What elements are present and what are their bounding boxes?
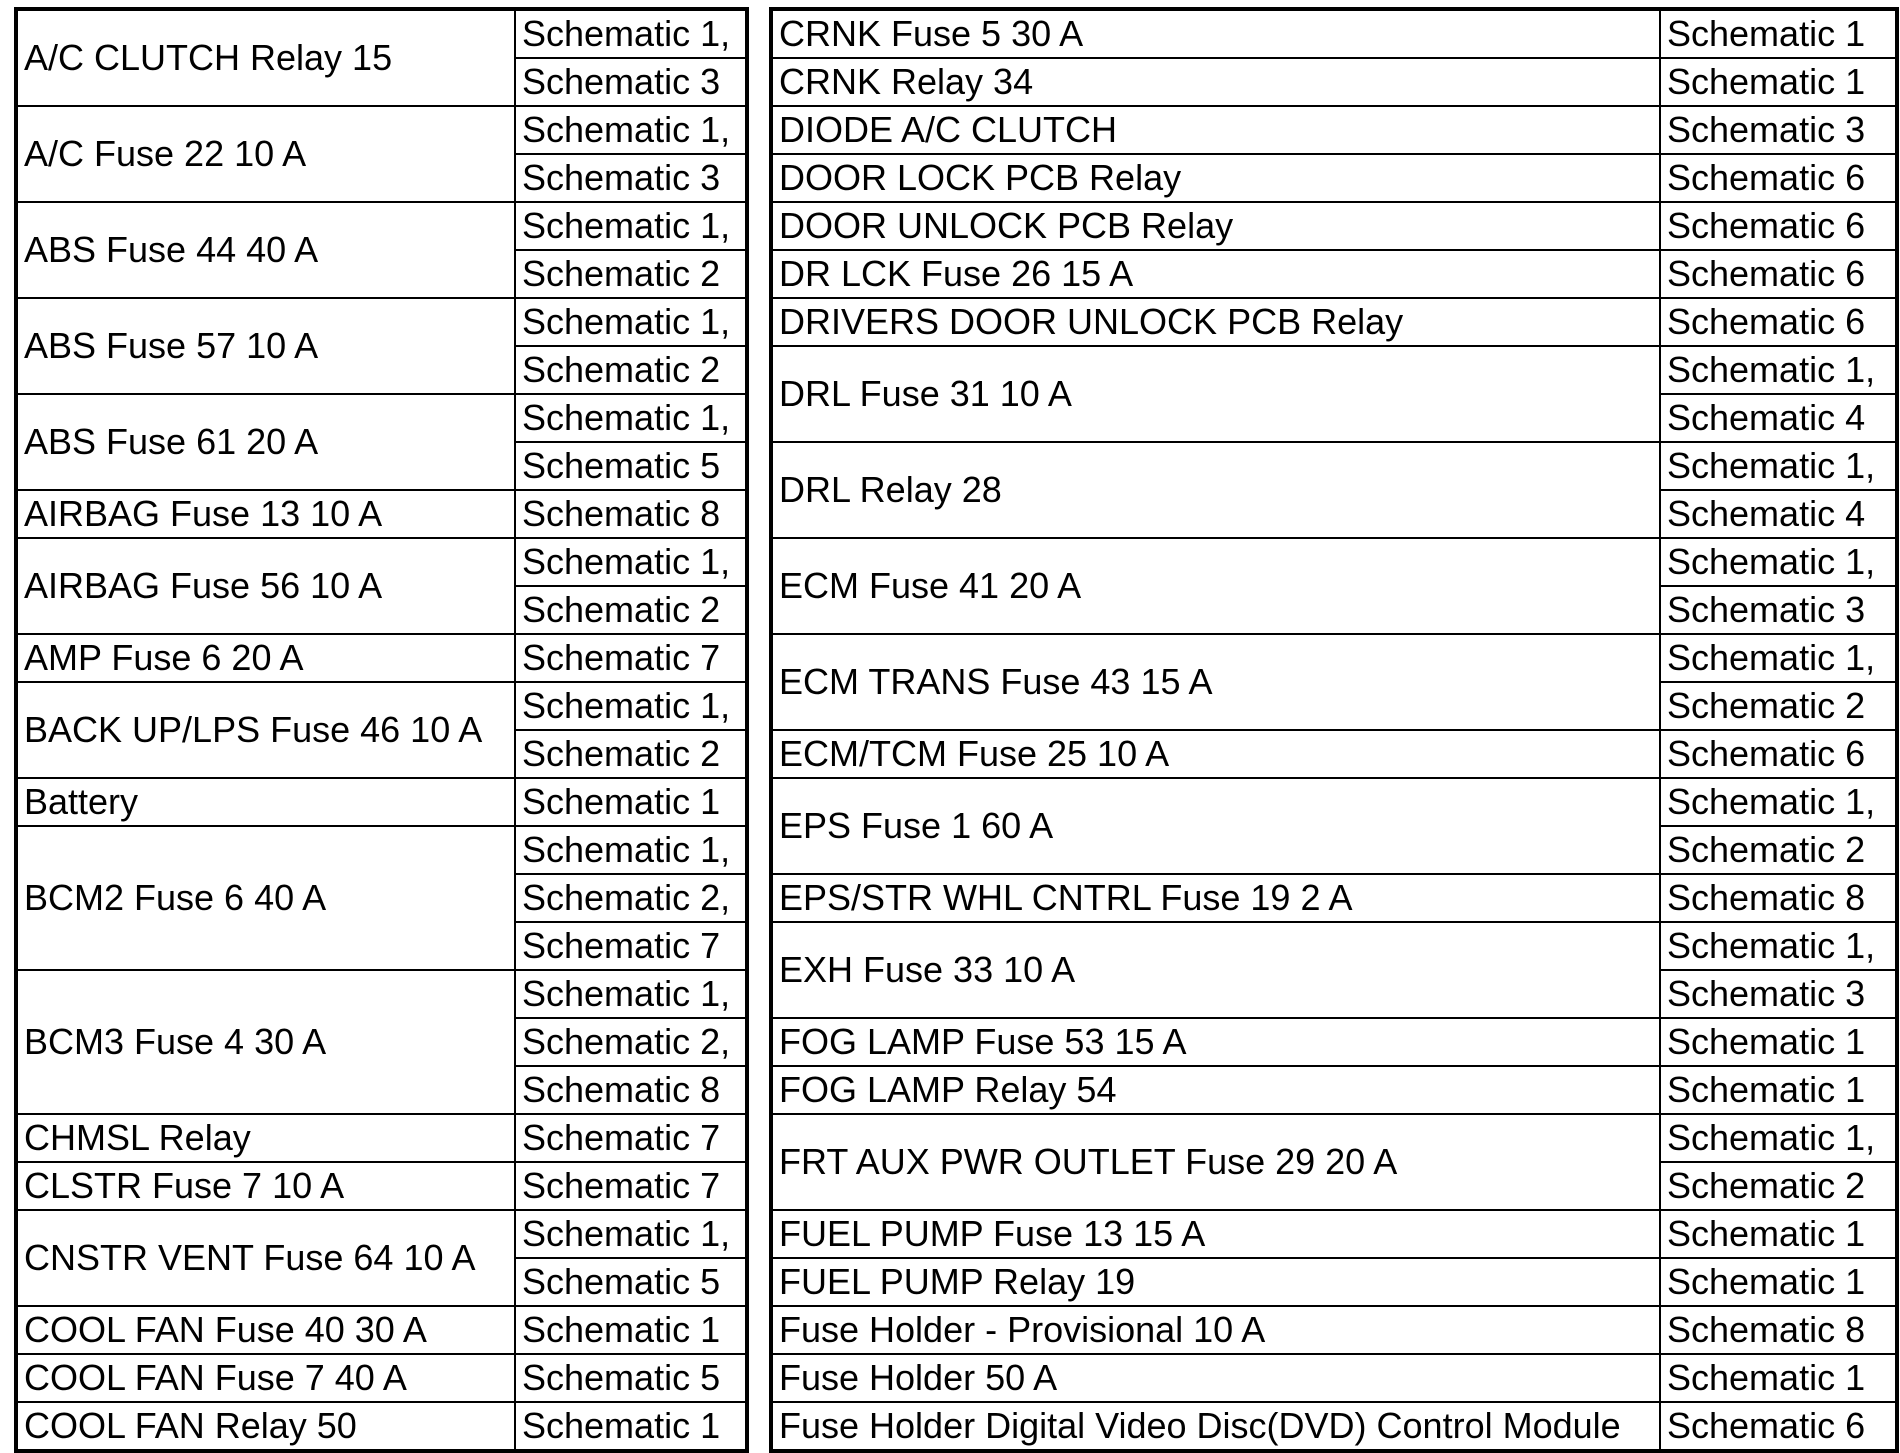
component-name: BCM2 Fuse 6 40 A <box>16 826 515 970</box>
component-name: A/C CLUTCH Relay 15 <box>16 9 515 106</box>
component-name: EPS/STR WHL CNTRL Fuse 19 2 A <box>771 874 1660 922</box>
index-row <box>16 202 747 250</box>
schematic-reference: Schematic 1, <box>515 1210 747 1258</box>
index-row <box>771 778 1897 826</box>
index-row <box>16 490 747 538</box>
schematic-reference: Schematic 5 <box>515 442 747 490</box>
index-row <box>771 1066 1897 1114</box>
right-index-table <box>769 7 1899 1453</box>
schematic-reference: Schematic 3 <box>515 154 747 202</box>
index-row <box>16 1114 747 1162</box>
schematic-reference: Schematic 1 <box>515 778 747 826</box>
schematic-reference: Schematic 5 <box>515 1258 747 1306</box>
schematic-reference: Schematic 1 <box>1660 9 1897 58</box>
index-row <box>771 1018 1897 1066</box>
index-row <box>771 298 1897 346</box>
component-name: CLSTR Fuse 7 10 A <box>16 1162 515 1210</box>
schematic-reference: Schematic 8 <box>515 490 747 538</box>
component-name: AIRBAG Fuse 13 10 A <box>16 490 515 538</box>
schematic-reference: Schematic 7 <box>515 922 747 970</box>
schematic-reference: Schematic 1, <box>515 9 747 58</box>
schematic-reference: Schematic 1, <box>1660 634 1897 682</box>
schematic-reference: Schematic 1, <box>515 394 747 442</box>
component-name: CRNK Relay 34 <box>771 58 1660 106</box>
index-row <box>771 154 1897 202</box>
index-row <box>771 1354 1897 1402</box>
schematic-reference: Schematic 6 <box>1660 250 1897 298</box>
index-row <box>771 538 1897 586</box>
index-row <box>16 778 747 826</box>
index-row <box>771 442 1897 490</box>
schematic-reference: Schematic 8 <box>515 1066 747 1114</box>
index-row <box>771 346 1897 394</box>
index-row <box>771 1114 1897 1162</box>
schematic-reference: Schematic 6 <box>1660 730 1897 778</box>
component-name: COOL FAN Fuse 7 40 A <box>16 1354 515 1402</box>
schematic-reference: Schematic 1, <box>1660 778 1897 826</box>
schematic-reference: Schematic 2 <box>515 586 747 634</box>
left-index-table <box>14 7 749 1453</box>
left-index-body <box>16 9 747 1451</box>
schematic-reference: Schematic 6 <box>1660 154 1897 202</box>
component-name: FUEL PUMP Fuse 13 15 A <box>771 1210 1660 1258</box>
component-name: ABS Fuse 61 20 A <box>16 394 515 490</box>
schematic-reference: Schematic 1 <box>1660 58 1897 106</box>
index-row <box>771 58 1897 106</box>
schematic-reference: Schematic 1, <box>1660 346 1897 394</box>
schematic-reference: Schematic 7 <box>515 1162 747 1210</box>
component-name: DIODE A/C CLUTCH <box>771 106 1660 154</box>
index-row <box>16 970 747 1018</box>
schematic-reference: Schematic 6 <box>1660 1402 1897 1451</box>
component-name: BCM3 Fuse 4 30 A <box>16 970 515 1114</box>
right-index-body <box>771 9 1897 1451</box>
index-row <box>16 1210 747 1258</box>
schematic-reference: Schematic 2 <box>515 346 747 394</box>
index-row <box>16 106 747 154</box>
component-name: DR LCK Fuse 26 15 A <box>771 250 1660 298</box>
index-row <box>771 1306 1897 1354</box>
schematic-reference: Schematic 1, <box>1660 1114 1897 1162</box>
index-row <box>16 1162 747 1210</box>
index-row <box>16 394 747 442</box>
schematic-reference: Schematic 2 <box>515 250 747 298</box>
index-row <box>771 922 1897 970</box>
index-row <box>16 682 747 730</box>
schematic-reference: Schematic 3 <box>1660 970 1897 1018</box>
schematic-reference: Schematic 5 <box>515 1354 747 1402</box>
schematic-reference: Schematic 1 <box>1660 1258 1897 1306</box>
schematic-reference: Schematic 2 <box>1660 826 1897 874</box>
schematic-reference: Schematic 1 <box>1660 1018 1897 1066</box>
component-name: Fuse Holder - Provisional 10 A <box>771 1306 1660 1354</box>
component-name: AIRBAG Fuse 56 10 A <box>16 538 515 634</box>
index-row <box>771 1258 1897 1306</box>
component-name: DRL Relay 28 <box>771 442 1660 538</box>
schematic-reference: Schematic 1, <box>515 538 747 586</box>
schematic-reference: Schematic 1, <box>1660 922 1897 970</box>
schematic-reference: Schematic 4 <box>1660 490 1897 538</box>
component-name: CNSTR VENT Fuse 64 10 A <box>16 1210 515 1306</box>
index-row <box>771 634 1897 682</box>
component-name: BACK UP/LPS Fuse 46 10 A <box>16 682 515 778</box>
schematic-reference: Schematic 1 <box>515 1306 747 1354</box>
component-name: ECM TRANS Fuse 43 15 A <box>771 634 1660 730</box>
component-name: EPS Fuse 1 60 A <box>771 778 1660 874</box>
index-row <box>771 874 1897 922</box>
schematic-reference: Schematic 2, <box>515 1018 747 1066</box>
component-name: DOOR UNLOCK PCB Relay <box>771 202 1660 250</box>
schematic-reference: Schematic 7 <box>515 634 747 682</box>
component-name: FRT AUX PWR OUTLET Fuse 29 20 A <box>771 1114 1660 1210</box>
schematic-reference: Schematic 7 <box>515 1114 747 1162</box>
schematic-reference: Schematic 1, <box>515 298 747 346</box>
schematic-reference: Schematic 1 <box>515 1402 747 1451</box>
index-row <box>771 9 1897 58</box>
schematic-reference: Schematic 8 <box>1660 1306 1897 1354</box>
schematic-reference: Schematic 1 <box>1660 1354 1897 1402</box>
component-name: FOG LAMP Fuse 53 15 A <box>771 1018 1660 1066</box>
component-name: COOL FAN Relay 50 <box>16 1402 515 1451</box>
index-row <box>16 9 747 58</box>
index-row <box>16 1354 747 1402</box>
component-name: CHMSL Relay <box>16 1114 515 1162</box>
component-name: ECM/TCM Fuse 25 10 A <box>771 730 1660 778</box>
schematic-reference: Schematic 1, <box>515 106 747 154</box>
component-name: DRL Fuse 31 10 A <box>771 346 1660 442</box>
schematic-reference: Schematic 1, <box>515 202 747 250</box>
component-name: Fuse Holder 50 A <box>771 1354 1660 1402</box>
schematic-reference: Schematic 1 <box>1660 1066 1897 1114</box>
schematic-reference: Schematic 1, <box>515 826 747 874</box>
component-name: FOG LAMP Relay 54 <box>771 1066 1660 1114</box>
schematic-reference: Schematic 2 <box>515 730 747 778</box>
schematic-reference: Schematic 3 <box>515 58 747 106</box>
index-row <box>771 730 1897 778</box>
schematic-reference: Schematic 8 <box>1660 874 1897 922</box>
component-name: AMP Fuse 6 20 A <box>16 634 515 682</box>
schematic-reference: Schematic 6 <box>1660 202 1897 250</box>
schematic-reference: Schematic 6 <box>1660 298 1897 346</box>
index-row <box>771 106 1897 154</box>
schematic-reference: Schematic 3 <box>1660 586 1897 634</box>
index-row <box>16 1306 747 1354</box>
component-name: EXH Fuse 33 10 A <box>771 922 1660 1018</box>
schematic-reference: Schematic 3 <box>1660 106 1897 154</box>
component-name: COOL FAN Fuse 40 30 A <box>16 1306 515 1354</box>
component-name: ECM Fuse 41 20 A <box>771 538 1660 634</box>
index-row <box>16 634 747 682</box>
component-name: DOOR LOCK PCB Relay <box>771 154 1660 202</box>
component-name: Fuse Holder Digital Video Disc(DVD) Control Module <box>771 1402 1660 1451</box>
component-name: DRIVERS DOOR UNLOCK PCB Relay <box>771 298 1660 346</box>
schematic-reference: Schematic 2, <box>515 874 747 922</box>
schematic-reference: Schematic 1 <box>1660 1210 1897 1258</box>
component-name: FUEL PUMP Relay 19 <box>771 1258 1660 1306</box>
index-row <box>16 1402 747 1451</box>
schematic-reference: Schematic 2 <box>1660 682 1897 730</box>
schematic-reference: Schematic 1, <box>1660 442 1897 490</box>
component-name: Battery <box>16 778 515 826</box>
schematic-reference: Schematic 1, <box>1660 538 1897 586</box>
component-name: A/C Fuse 22 10 A <box>16 106 515 202</box>
index-row <box>16 298 747 346</box>
index-row <box>771 202 1897 250</box>
index-row <box>771 250 1897 298</box>
schematic-reference: Schematic 1, <box>515 970 747 1018</box>
index-row <box>16 538 747 586</box>
index-row <box>771 1210 1897 1258</box>
index-row <box>16 826 747 874</box>
schematic-reference: Schematic 2 <box>1660 1162 1897 1210</box>
component-name: CRNK Fuse 5 30 A <box>771 9 1660 58</box>
component-name: ABS Fuse 57 10 A <box>16 298 515 394</box>
component-name: ABS Fuse 44 40 A <box>16 202 515 298</box>
schematic-reference: Schematic 4 <box>1660 394 1897 442</box>
index-row <box>771 1402 1897 1451</box>
schematic-reference: Schematic 1, <box>515 682 747 730</box>
